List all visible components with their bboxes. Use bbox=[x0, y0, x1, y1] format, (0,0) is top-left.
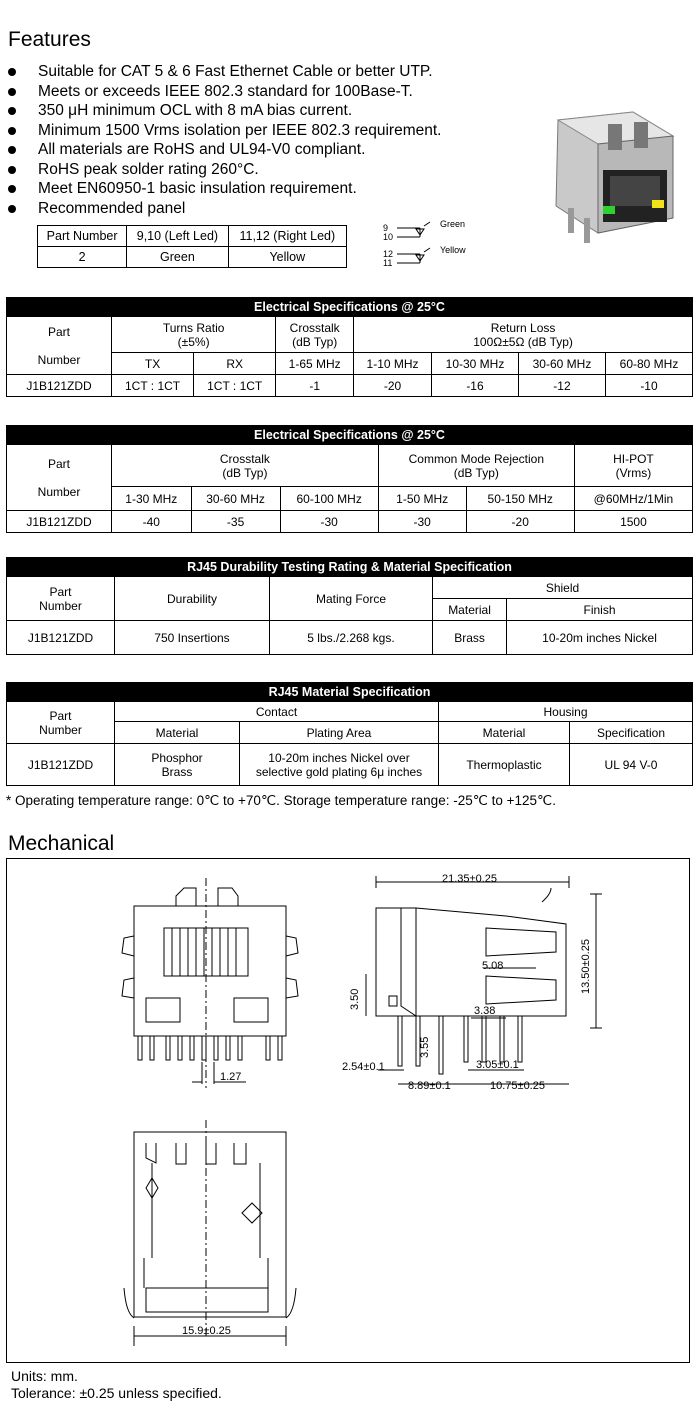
dim-21-35: 21.35±0.25 bbox=[442, 873, 497, 885]
units-note: Units: mm. bbox=[11, 1368, 78, 1384]
led-part: 2 bbox=[38, 247, 127, 268]
cell: 10-20m inches Nickel over selective gold plating 6μ inches bbox=[240, 744, 439, 786]
list-item: All materials are RoHS and UL94-V0 compliant. bbox=[7, 140, 441, 160]
features-title: Features bbox=[8, 28, 91, 51]
cell: -20 bbox=[466, 511, 574, 533]
cell: -10 bbox=[605, 375, 692, 397]
part-number-header: Part Number bbox=[7, 702, 115, 744]
pin-9: 9 bbox=[383, 223, 389, 233]
table-title: RJ45 Material Specification bbox=[7, 683, 693, 702]
table-title: Electrical Specifications @ 25°C bbox=[7, 298, 693, 317]
cell: 1CT : 1CT bbox=[112, 375, 194, 397]
sub-header: Material bbox=[439, 722, 570, 744]
housing-header: Housing bbox=[439, 702, 693, 722]
crosstalk-header: Crosstalk (dB Typ) bbox=[276, 317, 354, 353]
led-header-part: Part Number bbox=[38, 226, 127, 247]
table-row bbox=[7, 621, 693, 655]
cmr-header: Common Mode Rejection (dB Typ) bbox=[378, 445, 574, 487]
label-yellow: Yellow bbox=[440, 245, 466, 255]
part-number-header: Part Number bbox=[7, 445, 112, 511]
led-header-left: 9,10 (Left Led) bbox=[127, 226, 228, 247]
cell: J1B121ZDD bbox=[7, 744, 115, 786]
material-spec-table bbox=[6, 682, 693, 786]
table-title: RJ45 Durability Testing Rating & Material Specification bbox=[7, 558, 693, 577]
mating-force-header: Mating Force bbox=[270, 577, 433, 621]
list-item: 350 μH minimum OCL with 8 mA bias current. bbox=[7, 101, 441, 121]
cell: 750 Insertions bbox=[115, 621, 270, 655]
list-item: RoHS peak solder rating 260°C. bbox=[7, 160, 441, 180]
material-header: Material bbox=[433, 599, 507, 621]
cell: UL 94 V-0 bbox=[570, 744, 693, 786]
contact-header: Contact bbox=[115, 702, 439, 722]
sub-header: Specification bbox=[570, 722, 693, 744]
return-loss-header: Return Loss 100Ω±5Ω (dB Typ) bbox=[354, 317, 693, 353]
sub-header: 1-10 MHz bbox=[354, 353, 432, 375]
dim-8-89: 8.89±0.1 bbox=[408, 1080, 451, 1092]
sub-header: 10-30 MHz bbox=[432, 353, 519, 375]
cell: Phosphor Brass bbox=[115, 744, 240, 786]
hipot-header: HI-POT (Vrms) bbox=[574, 445, 692, 487]
table-row bbox=[7, 744, 693, 786]
crosstalk-header: Crosstalk (dB Typ) bbox=[112, 445, 379, 487]
electrical-spec-table-1 bbox=[6, 297, 693, 397]
cell: -20 bbox=[354, 375, 432, 397]
sub-header: 60-100 MHz bbox=[280, 487, 378, 511]
cell: J1B121ZDD bbox=[7, 511, 112, 533]
durability-header: Durability bbox=[115, 577, 270, 621]
cell: -35 bbox=[191, 511, 280, 533]
sub-header: RX bbox=[194, 353, 276, 375]
dim-10-75: 10.75±0.25 bbox=[490, 1080, 545, 1092]
sub-header: 60-80 MHz bbox=[605, 353, 692, 375]
led-header-right: 11,12 (Right Led) bbox=[228, 226, 346, 247]
cell: Thermoplastic bbox=[439, 744, 570, 786]
sub-header: 1-30 MHz bbox=[112, 487, 192, 511]
sub-header: 1-65 MHz bbox=[276, 353, 354, 375]
dim-3-38: 3.38 bbox=[474, 1005, 496, 1017]
sub-header: Plating Area bbox=[240, 722, 439, 744]
turns-ratio-header: Turns Ratio (±5%) bbox=[112, 317, 276, 353]
sub-header: 30-60 MHz bbox=[518, 353, 605, 375]
table-row bbox=[7, 511, 693, 533]
cell: 10-20m inches Nickel bbox=[507, 621, 693, 655]
dim-3-55: 3.55 bbox=[419, 1036, 431, 1058]
list-item: Suitable for CAT 5 & 6 Fast Ethernet Cable or better UTP. bbox=[7, 62, 441, 82]
dim-2-54: 2.54±0.1 bbox=[342, 1061, 385, 1073]
led-left: Green bbox=[127, 247, 228, 268]
sub-header: 50-150 MHz bbox=[466, 487, 574, 511]
label-green: Green bbox=[440, 219, 466, 229]
led-right: Yellow bbox=[228, 247, 346, 268]
cell: -1 bbox=[276, 375, 354, 397]
tolerance-note: Tolerance: ±0.25 unless specified. bbox=[11, 1385, 222, 1401]
pin-12: 12 bbox=[383, 249, 394, 259]
cell: J1B121ZDD bbox=[7, 375, 112, 397]
sub-header: Material bbox=[115, 722, 240, 744]
product-photo bbox=[548, 108, 678, 248]
temperature-note: * Operating temperature range: 0℃ to +70℃. Storage temperature range: -25℃ to +125℃. bbox=[6, 793, 556, 808]
list-item: Meets or exceeds IEEE 802.3 standard for 100Base-T. bbox=[7, 82, 441, 102]
dim-3-50: 3.50 bbox=[349, 988, 361, 1010]
sub-header: 1-50 MHz bbox=[378, 487, 466, 511]
table-title: Electrical Specifications @ 25°C bbox=[7, 426, 693, 445]
electrical-spec-table-2 bbox=[6, 425, 693, 533]
dim-1-27: 1.27 bbox=[220, 1071, 242, 1083]
led-diagram bbox=[380, 216, 480, 268]
cell: -16 bbox=[432, 375, 519, 397]
shield-header: Shield bbox=[433, 577, 693, 599]
dim-13-50: 13.50±0.25 bbox=[580, 939, 592, 994]
dim-3-05: 3.05±0.1 bbox=[476, 1059, 519, 1071]
part-number-header: Part Number bbox=[7, 317, 112, 375]
finish-header: Finish bbox=[507, 599, 693, 621]
led-table bbox=[37, 225, 347, 268]
cell: Brass bbox=[433, 621, 507, 655]
durability-spec-table bbox=[6, 557, 693, 655]
cell: -30 bbox=[280, 511, 378, 533]
sub-header: @60MHz/1Min bbox=[574, 487, 692, 511]
dim-5-08: 5.08 bbox=[482, 960, 504, 972]
cell: 5 lbs./2.268 kgs. bbox=[270, 621, 433, 655]
cell: 1500 bbox=[574, 511, 692, 533]
features-list bbox=[7, 62, 441, 218]
mechanical-title: Mechanical bbox=[8, 832, 115, 855]
list-item: Meet EN60950-1 basic insulation requirement. bbox=[7, 179, 441, 199]
cell: -40 bbox=[112, 511, 192, 533]
sub-header: TX bbox=[112, 353, 194, 375]
sub-header: 30-60 MHz bbox=[191, 487, 280, 511]
pin-11: 11 bbox=[383, 258, 393, 268]
cell: -30 bbox=[378, 511, 466, 533]
dim-15-9: 15.9±0.25 bbox=[182, 1325, 231, 1337]
mechanical-drawing bbox=[6, 858, 690, 1363]
cell: -12 bbox=[518, 375, 605, 397]
cell: J1B121ZDD bbox=[7, 621, 115, 655]
pin-10: 10 bbox=[383, 232, 394, 242]
list-item: Minimum 1500 Vrms isolation per IEEE 802.3 requirement. bbox=[7, 121, 441, 141]
part-number-header: Part Number bbox=[7, 577, 115, 621]
list-item: Recommended panel bbox=[7, 199, 441, 219]
cell: 1CT : 1CT bbox=[194, 375, 276, 397]
table-row bbox=[7, 375, 693, 397]
